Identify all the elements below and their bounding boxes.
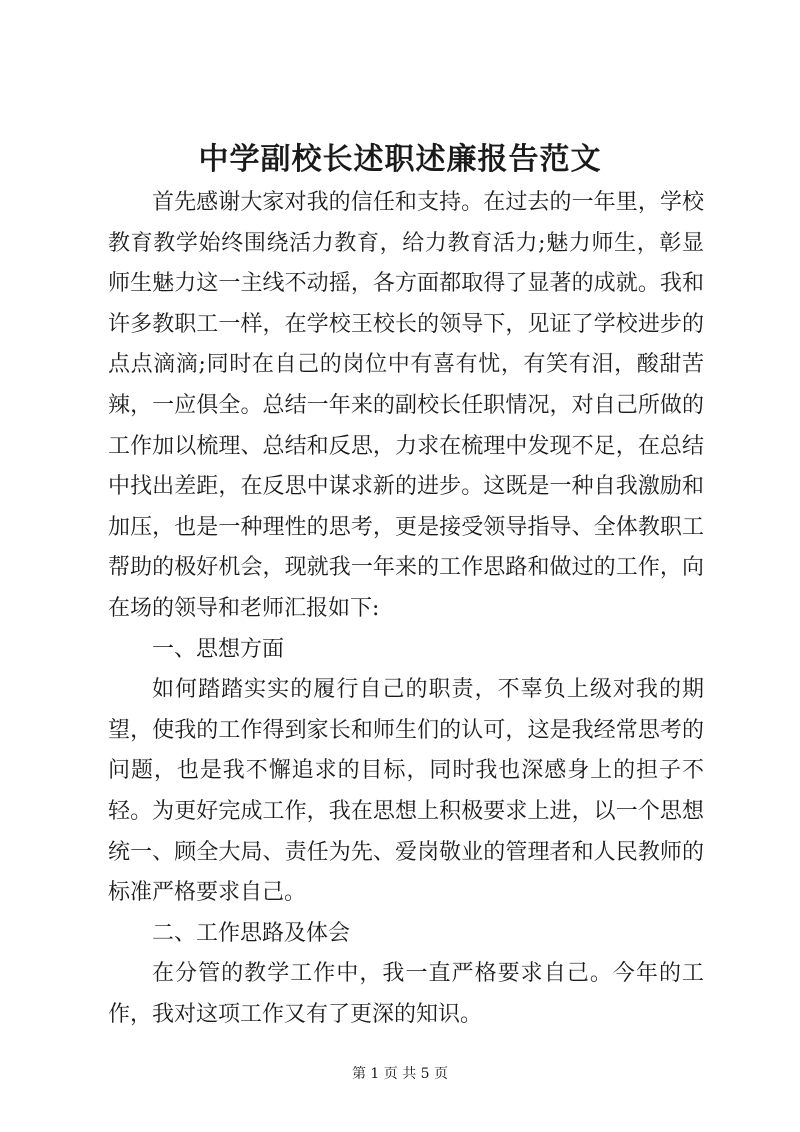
document-title: 中学副校长述职述廉报告范文 — [198, 142, 602, 177]
paragraph-work: 在分管的教学工作中，我一直严格要求自己。今年的工作，我对这项工作又有了更深的知识。 — [108, 961, 704, 1027]
section-heading-thought: 一、思想方面 — [152, 636, 285, 662]
paragraph-thought: 如何踏踏实实的履行自己的职责，不辜负上级对我的期望，使我的工作得到家长和师生们的认可，这是我经常思考的问题，也是我不懈追求的目标，同时我也深感身上的担子不轻。为更好完成工作，我在思想上积极要求上进，以一个思想统一、顾全大局、责任为先、爱岗敬业的管理者和人民教师的标准严格要求自己。 — [108, 677, 704, 906]
section-heading-work: 二、工作思路及体会 — [152, 920, 351, 946]
page-footer: 第 1 页 共 5 页 — [351, 1066, 449, 1082]
document-body — [108, 183, 704, 1035]
paragraph-intro: 首先感谢大家对我的信任和支持。在过去的一年里，学校教育教学始终围绕活力教育，给力教育活力;魅力师生，彰显师生魅力这一主线不动摇，各方面都取得了显著的成就。我和许多教职工一样，在学校王校长的领导下，见证了学校进步的点点滴滴;同时在自己的岗位中有喜有忧，有笑有泪，酸甜苦辣，一应俱全。总结一年来的副校长任职情况，对自己所做的工作加以梳理、总结和反思，力求在梳理中发现不足，在总结中找出差距，在反思中谋求新的进步。这既是一种自我激励和加压，也是一种理性的思考，更是接受领导指导、全体教职工帮助的极好机会，现就我一年来的工作思路和做过的工作，向在场的领导和老师汇报如下: — [108, 190, 704, 621]
